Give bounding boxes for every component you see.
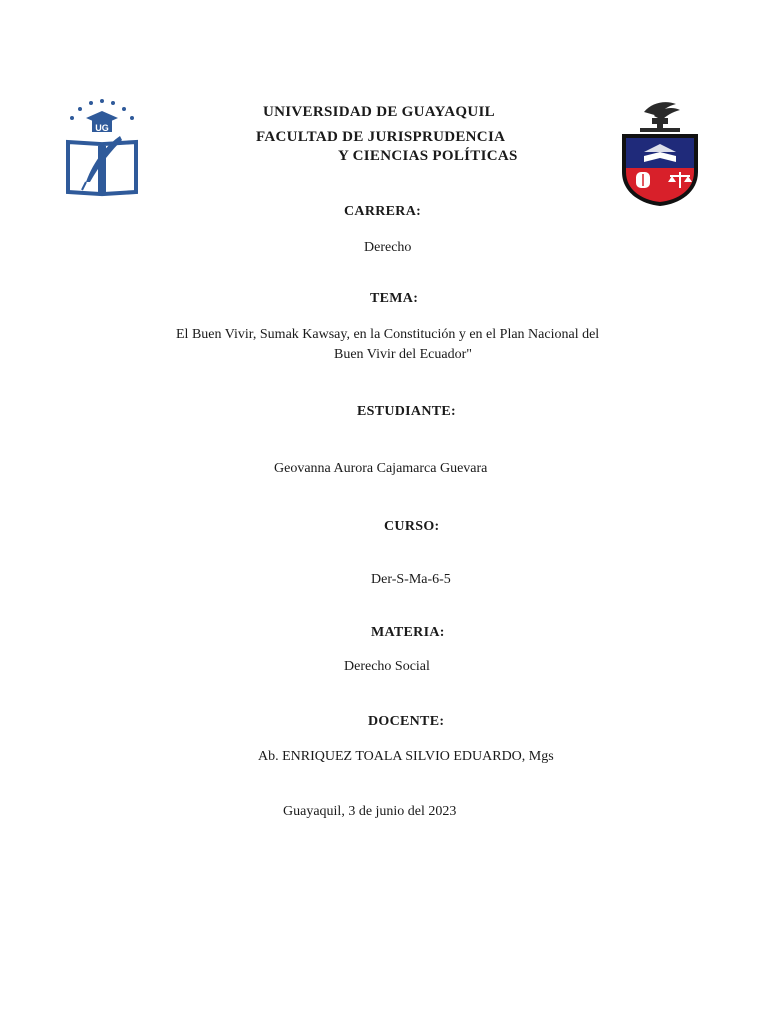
torch-crest [640,102,680,132]
materia-label: MATERIA: [371,625,445,640]
materia-value: Derecho Social [344,659,430,674]
carrera-value: Derecho [364,240,412,255]
faculty-name-line2: Y CIENCIAS POLÍTICAS [338,148,518,164]
faculty-shield-graphic [614,100,706,208]
docente-value: Ab. ENRIQUEZ TOALA SILVIO EDUARDO, Mgs [258,749,554,764]
tema-line2: Buen Vivir del Ecuador" [334,347,472,362]
place-date: Guayaquil, 3 de junio del 2023 [283,804,457,819]
carrera-label: CARRERA: [344,204,422,219]
estudiante-value: Geovanna Aurora Cajamarca Guevara [274,461,488,476]
faculty-shield-logo [614,100,706,208]
curso-label: CURSO: [384,519,440,534]
university-logo-graphic [60,98,144,198]
university-name: UNIVERSIDAD DE GUAYAQUIL [263,104,495,120]
curso-value: Der-S-Ma-6-5 [371,572,451,587]
university-logo [60,98,144,198]
tema-label: TEMA: [370,291,419,306]
faculty-name-line1: FACULTAD DE JURISPRUDENCIA [256,129,506,145]
docente-label: DOCENTE: [368,714,445,729]
estudiante-label: ESTUDIANTE: [357,404,456,419]
tema-line1: El Buen Vivir, Sumak Kawsay, en la Constitución y en el Plan Nacional del [176,327,600,342]
logo-letters: UG [95,123,109,133]
